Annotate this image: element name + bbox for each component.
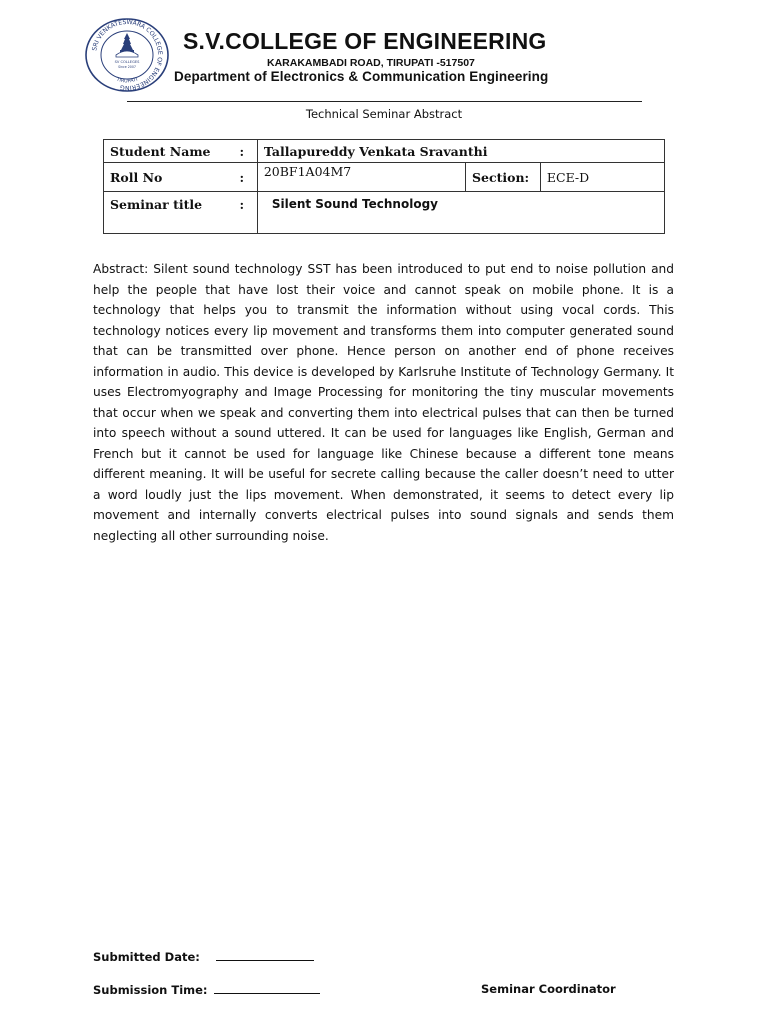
- seminar-title-colon: :: [239, 197, 245, 212]
- header-divider: [127, 101, 642, 102]
- roll-no-row: [104, 163, 665, 192]
- logo-bottom-text: TIRUPATI: [115, 76, 139, 85]
- submitted-date-line: [93, 949, 314, 964]
- seminar-title-label: Seminar title: [110, 197, 203, 212]
- college-logo: [84, 17, 170, 93]
- roll-no-colon: :: [239, 169, 245, 185]
- submission-time-label: Submission Time:: [93, 983, 208, 997]
- logo-ring-text: SRI VENKATESWARA COLLEGE OF ENGINEERING: [91, 18, 164, 92]
- seminar-title-value: Silent Sound Technology: [257, 192, 664, 234]
- seminar-title-label-cell: [104, 192, 258, 234]
- student-name-label-cell: [104, 140, 258, 163]
- student-name-row: [104, 140, 665, 163]
- seminar-coordinator-label: Seminar Coordinator: [481, 982, 616, 996]
- submitted-date-blank: [216, 949, 314, 961]
- submission-time-line: [93, 982, 320, 997]
- roll-no-value: 20BF1A04M7: [257, 163, 465, 192]
- section-label: Section:: [466, 163, 541, 192]
- logo-inner-subtext: Since 2007: [118, 65, 136, 69]
- temple-emblem-icon: [116, 33, 138, 57]
- college-address: KARAKAMBADI ROAD, TIRUPATI -517507: [267, 57, 475, 69]
- abstract-text: Abstract: Silent sound technology SST has been introduced to put end to noise pollution and help the people that have lost their voice and cannot speak on mobile phone. It is a technology that helps you to transmit the information without using vocal cords. This technology notices every lip movement and transforms them into computer generated sound that can be transmitted over phone. Hence person on another end of phone receives information in audio. This device is developed by Karlsruhe Institute of Technology Germany. It uses Electromyography and Image Processing for monitoring the tiny muscular movements that occur when we speak and converting them into electrical pulses that can then be turned into speech without a sound uttered. It can be used for languages like English, German and French but it cannot be used for language like Chinese because a different tone means different meaning. It will be useful for secrete calling because the caller doesn’t need to utter a word loudly just the lips movement. When demonstrated, it seems to detect every lip movement and internally converts electrical pulses into sound signals and sends them neglecting all other surrounding noise.: [93, 262, 674, 543]
- svg-text:TIRUPATI: [115, 76, 139, 84]
- submission-time-blank: [214, 982, 320, 994]
- section-value: ECE-D: [540, 163, 664, 192]
- submitted-date-label: Submitted Date:: [93, 950, 200, 964]
- student-name-value: Tallapureddy Venkata Sravanthi: [257, 140, 664, 163]
- roll-no-label-cell: [104, 163, 258, 192]
- college-name: S.V.COLLEGE OF ENGINEERING: [183, 28, 547, 54]
- student-info-table: [103, 139, 665, 234]
- document-title: Technical Seminar Abstract: [305, 107, 463, 121]
- department-name: Department of Electronics & Communication Engineering: [174, 69, 549, 84]
- logo-inner-text: SV COLLEGES: [114, 60, 140, 64]
- roll-no-label: Roll No: [110, 169, 163, 185]
- seminar-title-row: [104, 192, 665, 234]
- student-name-label: Student Name: [110, 143, 211, 159]
- student-name-colon: :: [239, 143, 245, 159]
